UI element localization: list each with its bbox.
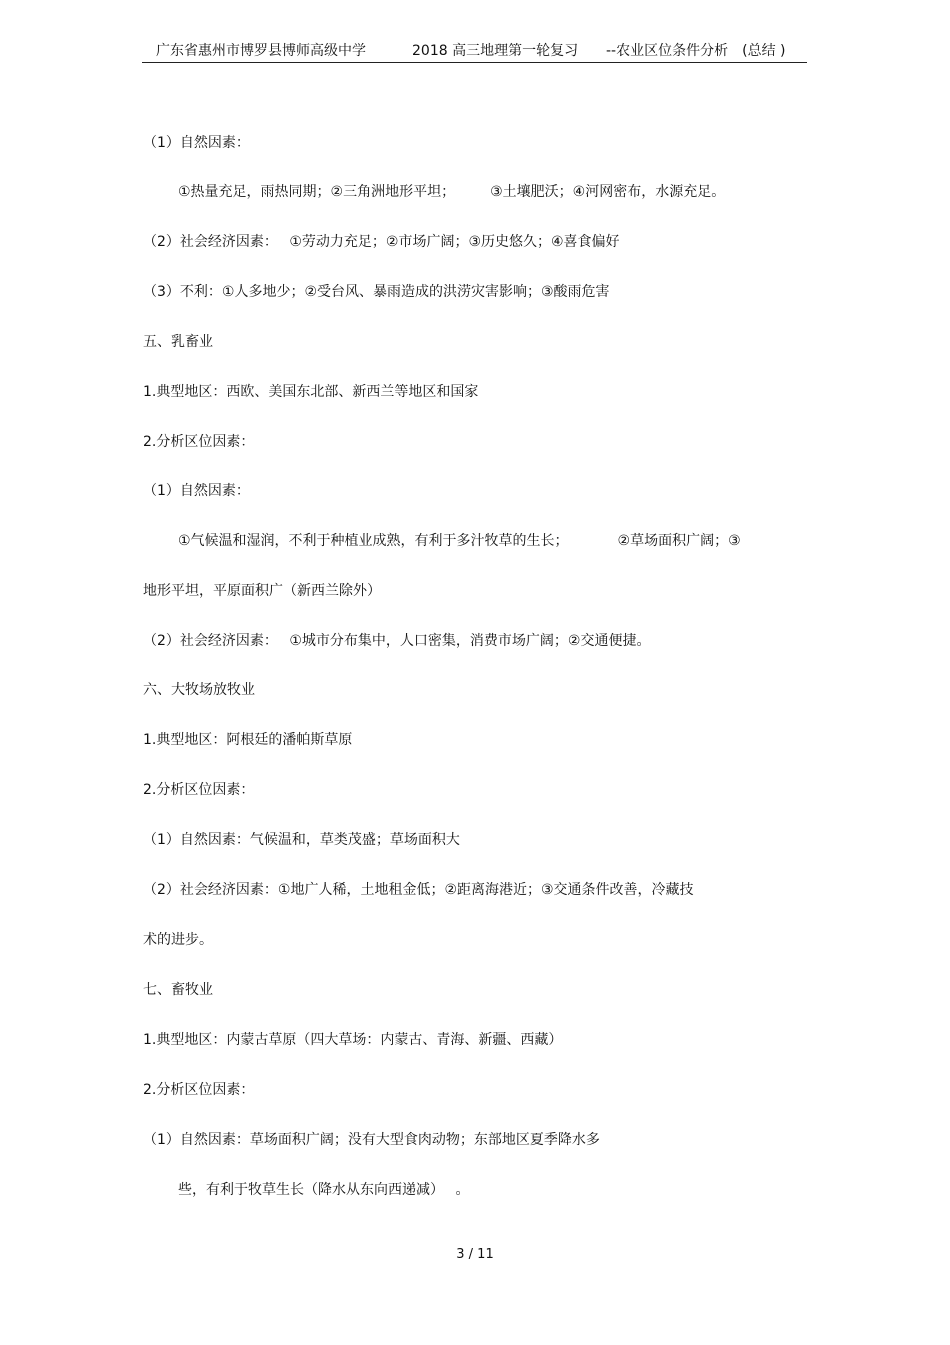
text-line: 2.分析区位因素： [143,434,255,450]
header-topic: --农业区位条件分析 (总结 ) [606,43,786,59]
header-course: 2018 高三地理第一轮复习 [412,43,579,59]
text-line: ①热量充足，雨热同期；②三角洲地形平坦； ③土壤肥沃；④河网密布，水源充足。 [178,184,726,200]
header-rule [142,62,807,63]
text-line: 1.典型地区：内蒙古草原（四大草场：内蒙古、青海、新疆、西藏） [143,1032,563,1048]
text-line: （2）社会经济因素： ①城市分布集中，人口密集，消费市场广阔；②交通便捷。 [143,633,651,649]
text-line: （1）自然因素： [143,483,250,499]
text-line: 1.典型地区：西欧、美国东北部、新西兰等地区和国家 [143,384,479,400]
text-line: 1.典型地区：阿根廷的潘帕斯草原 [143,732,353,748]
page-header [142,38,807,62]
text-line: 2.分析区位因素： [143,782,255,798]
page-number: 3 / 11 [456,1247,494,1262]
text-line: （2）社会经济因素： ①劳动力充足；②市场广阔；③历史悠久；④喜食偏好 [143,234,620,250]
section-heading: 五、乳畜业 [143,334,213,350]
text-line: （3）不利：①人多地少；②受台风、暴雨造成的洪涝灾害影响；③酸雨危害 [143,284,610,300]
text-line: （1）自然因素： [143,135,250,151]
text-line: （1）自然因素：草场面积广阔；没有大型食肉动物；东部地区夏季降水多 [143,1132,600,1148]
text-line: ①气候温和湿润，不利于种植业成熟，有利于多汁牧草的生长； ②草场面积广阔；③ [178,533,741,549]
header-school: 广东省惠州市博罗县博师高级中学 [156,43,366,59]
text-line: 些，有利于牧草生长（降水从东向西递减） 。 [178,1182,470,1198]
text-line: （1）自然因素：气候温和，草类茂盛；草场面积大 [143,832,460,848]
section-heading: 七、畜牧业 [143,982,213,998]
text-line: 术的进步。 [143,932,213,948]
text-line: （2）社会经济因素：①地广人稀，土地租金低；②距离海港近；③交通条件改善，冷藏技 [143,882,694,898]
text-line: 地形平坦，平原面积广（新西兰除外） [143,583,381,599]
section-heading: 六、大牧场放牧业 [143,682,255,698]
text-line: 2.分析区位因素： [143,1082,255,1098]
